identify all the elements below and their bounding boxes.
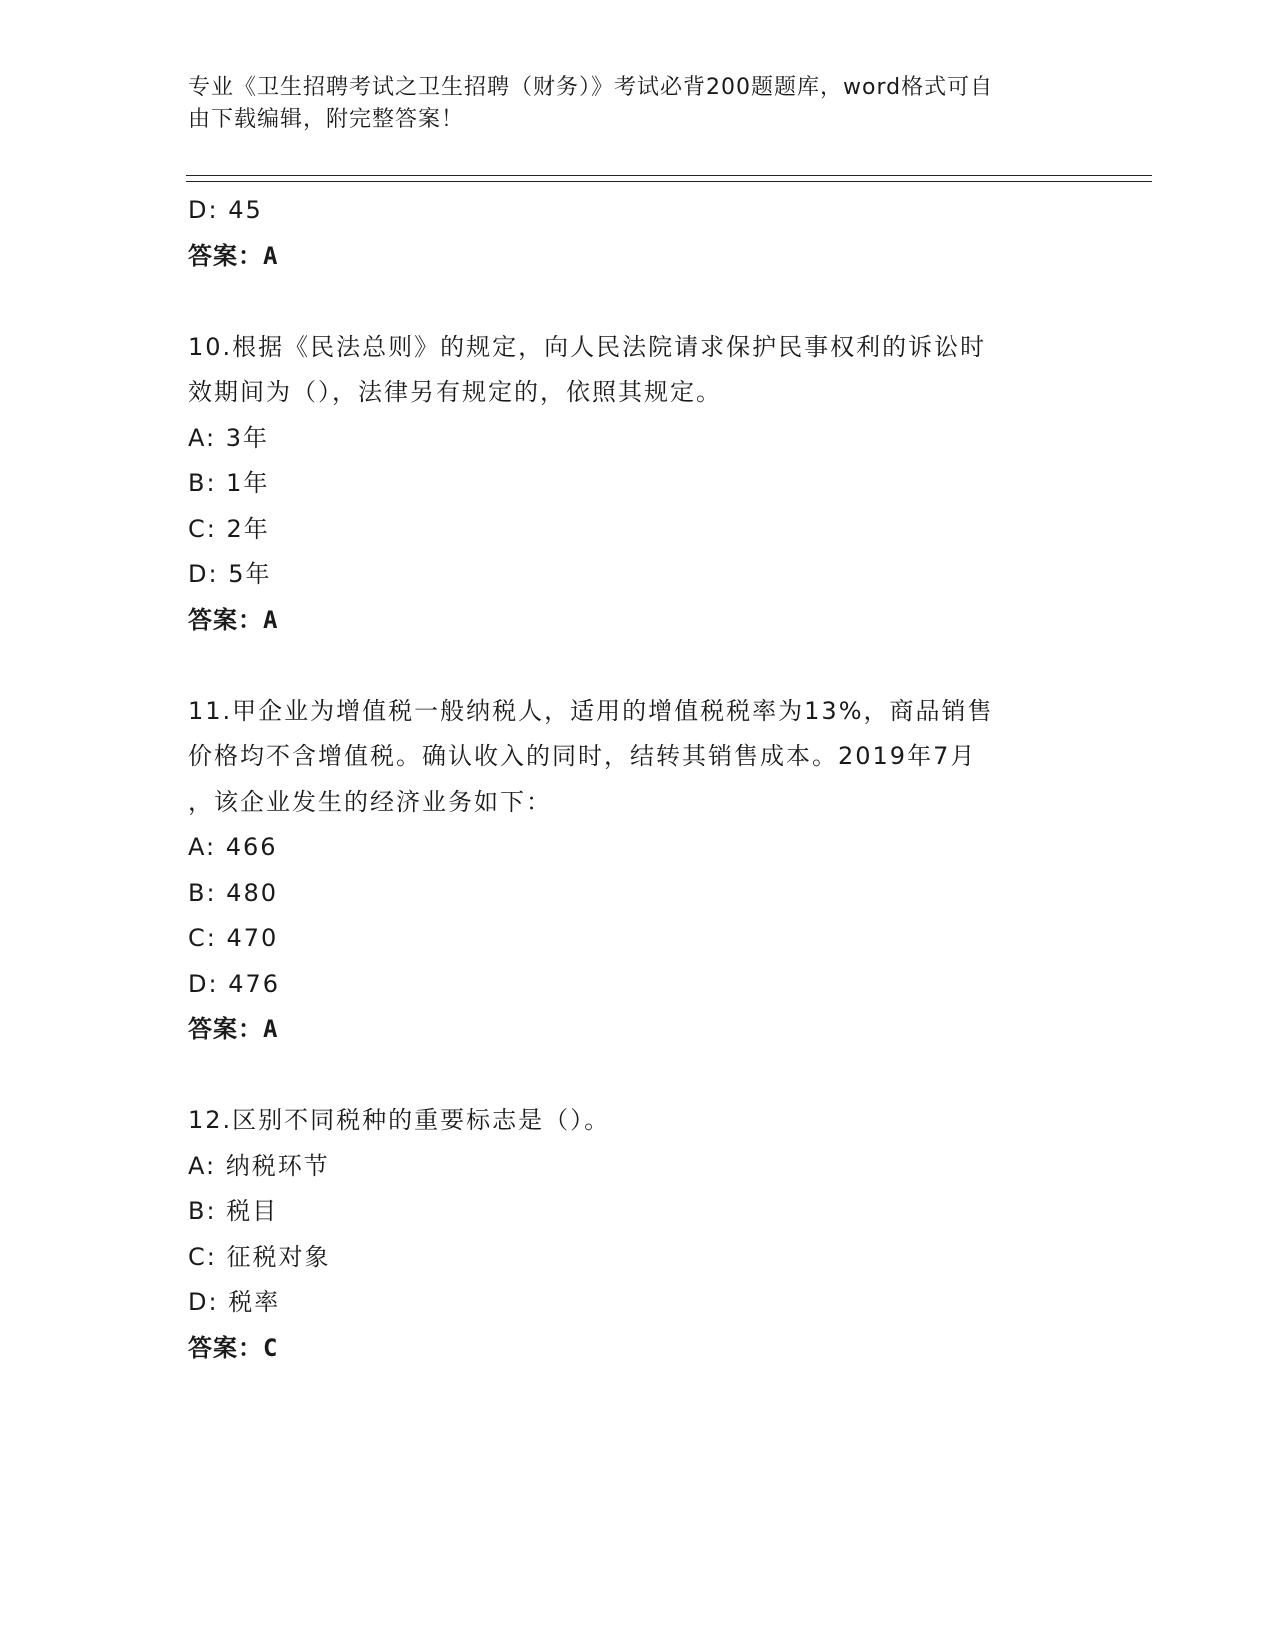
option-b: B: 1年: [188, 469, 270, 497]
option-d: D: 45: [188, 196, 263, 224]
question-text-line: ，该企业发生的经济业务如下：: [188, 787, 552, 816]
option-a: A: 466: [188, 833, 278, 861]
option-a: A: 纳税环节: [188, 1151, 330, 1180]
spacer: [188, 279, 1068, 325]
header-divider-bottom: [186, 181, 1152, 182]
option-b: B: 税目: [188, 1197, 279, 1225]
question-text-line: 价格均不含增值税。确认收入的同时，结转其销售成本。2019年7月: [188, 742, 977, 770]
question-11: [188, 689, 1068, 1053]
question-text-line: 效期间为（），法律另有规定的，依照其规定。: [188, 378, 722, 406]
spacer: [188, 643, 1068, 689]
question-list: [188, 188, 1068, 1371]
carryover-block: [188, 188, 1068, 279]
question-text-line: 12.区别不同税种的重要标志是（）。: [188, 1106, 611, 1134]
header-line-2: 由下载编辑，附完整答案！: [188, 107, 465, 132]
spacer: [188, 1053, 1068, 1099]
answer-line: 答案：A: [188, 1015, 279, 1043]
question-text-line: 11.甲企业为增值税一般纳税人，适用的增值税税率为13%，商品销售: [188, 696, 994, 725]
header-divider-top: [186, 175, 1152, 176]
question-10: [188, 325, 1068, 644]
answer-line: 答案：A: [188, 241, 279, 270]
option-c: C: 2年: [188, 514, 270, 543]
option-d: D: 476: [188, 969, 281, 998]
answer-line: 答案：C: [188, 1333, 279, 1362]
option-a: A: 3年: [188, 423, 269, 452]
header-line-1: 专业《卫生招聘考试之卫生招聘（财务）》考试必背200题题库，word格式可自: [188, 75, 994, 100]
option-c: C: 470: [188, 924, 279, 952]
question-12: [188, 1098, 1068, 1371]
question-text-line: 10.根据《民法总则》的规定，向人民法院请求保护民事权利的诉讼时: [188, 332, 987, 361]
answer-line: 答案：A: [188, 605, 279, 634]
option-b: B: 480: [188, 878, 278, 907]
option-d: D: 5年: [188, 560, 272, 588]
option-d: D: 税率: [188, 1288, 281, 1316]
document-header: [188, 72, 1068, 136]
option-c: C: 征税对象: [188, 1242, 331, 1271]
